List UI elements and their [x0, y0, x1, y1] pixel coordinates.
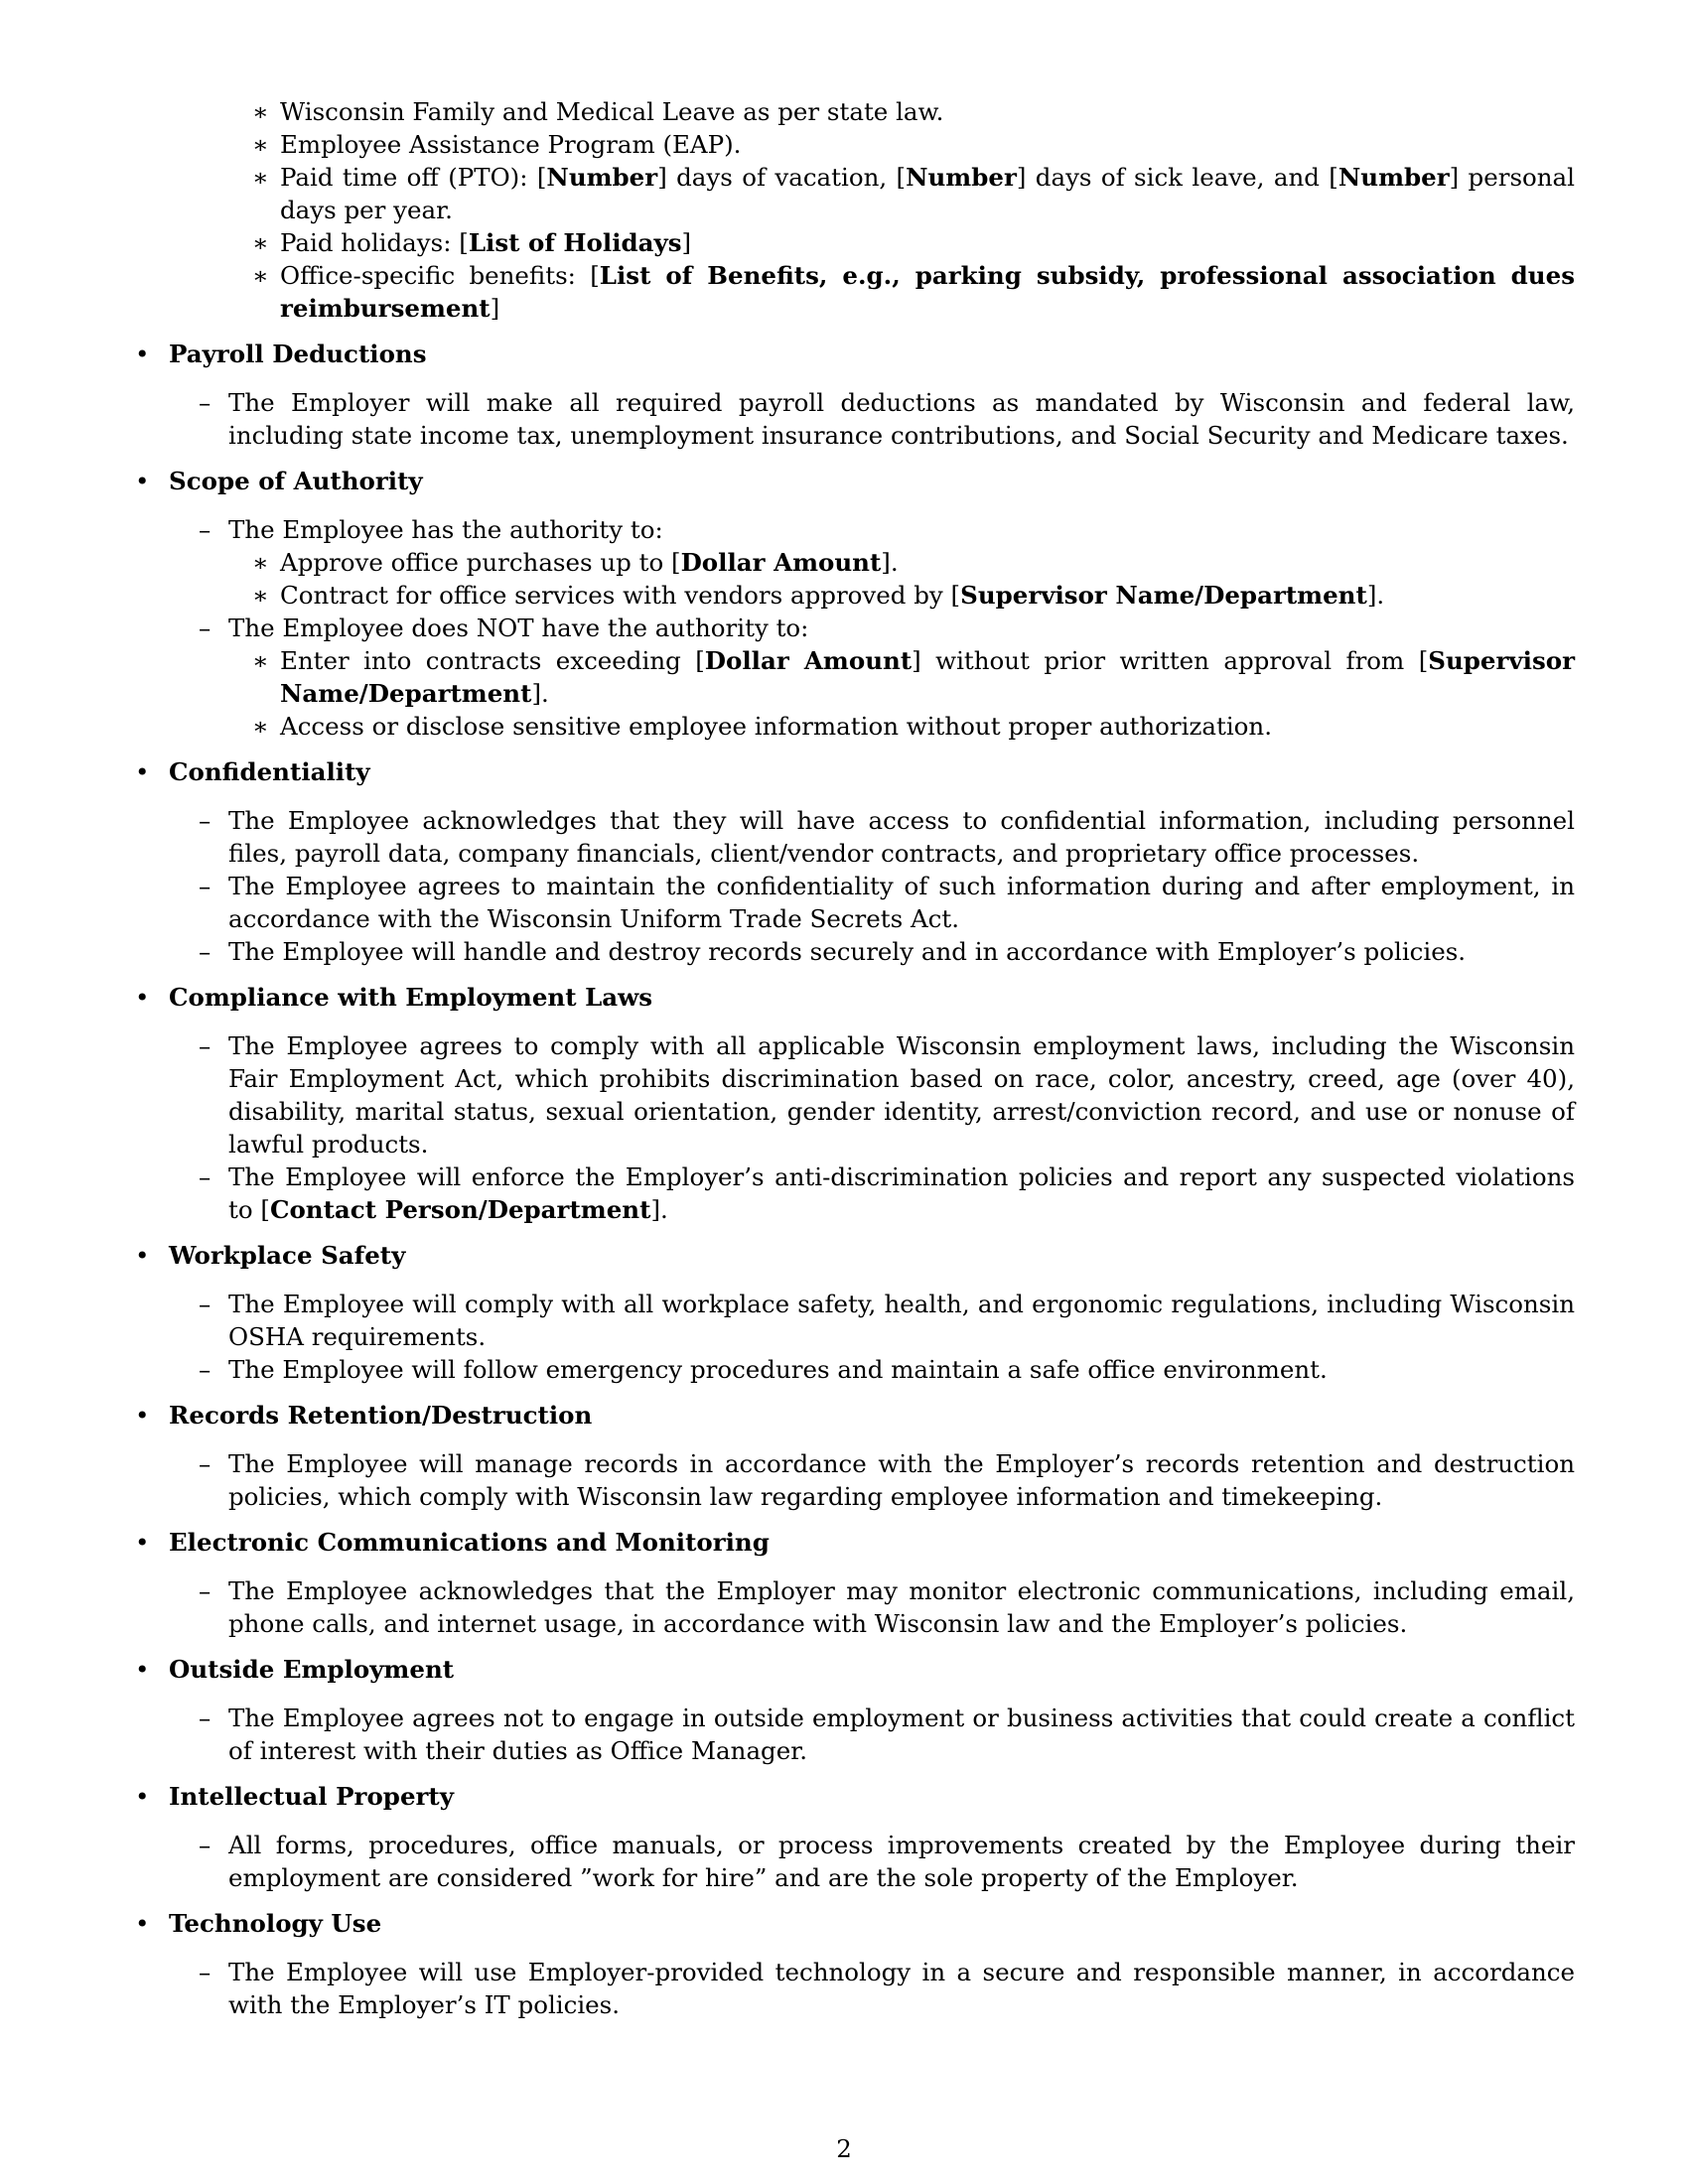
section-confidentiality [135, 755, 1575, 968]
list-item: – The Employee will manage records in accordance with the Employer’s records retention and destruction policies, which comply with Wisconsin law regarding employee information and timekeeping. [199, 1447, 1575, 1513]
list-item: – The Employee has the authority to: ∗ Approve office purchases up to [Dollar Amount]. ∗ Contract for office services with vendors approved by [Supervisor Name/Department]. [199, 513, 1575, 612]
section-heading: • Records Retention/Destruction [169, 1401, 593, 1430]
section-heading: • Compliance with Employment Laws [169, 983, 653, 1012]
list-item: ∗ Enter into contracts exceeding [Dollar Amount] without prior written approval from [Supervisor Name/Department]. [252, 644, 1575, 710]
section-scope-of-authority [135, 465, 1575, 743]
list-item: – The Employee acknowledges that they will have access to confidential information, including personnel files, payroll data, company financials, client/vendor contracts, and proprietary office processes. [199, 804, 1575, 870]
list-item: – The Employee will enforce the Employer’s anti-discrimination policies and report any suspected violations to [Contact Person/Department]. [199, 1160, 1575, 1226]
section-electronic-communications [135, 1526, 1575, 1640]
sections-list [135, 338, 1575, 2021]
list-item: ∗ Paid time off (PTO): [Number] days of vacation, [Number] days of sick leave, and [Number] personal days per year. [252, 161, 1575, 226]
section-heading: • Outside Employment [169, 1655, 455, 1684]
section-records-retention [135, 1399, 1575, 1513]
section-technology-use [135, 1907, 1575, 2021]
list-item: ∗ Employee Assistance Program (EAP). [252, 128, 1575, 161]
list-item: – The Employee will handle and destroy records securely and in accordance with Employer’s policies. [199, 935, 1575, 968]
section-heading: • Scope of Authority [169, 467, 423, 495]
section-heading: • Technology Use [169, 1909, 382, 1938]
section-heading: • Payroll Deductions [169, 340, 427, 368]
page-number: 2 [836, 2134, 852, 2163]
list-item: – The Employee will follow emergency procedures and maintain a safe office environment. [199, 1353, 1575, 1386]
list-item: – The Employee acknowledges that the Employer may monitor electronic communications, including email, phone calls, and internet usage, in accordance with Wisconsin law and the Employer’s policies. [199, 1574, 1575, 1640]
section-heading: • Workplace Safety [169, 1241, 406, 1270]
list-item: ∗ Paid holidays: [List of Holidays] [252, 226, 1575, 259]
document-body [135, 95, 1575, 2021]
section-compliance [135, 981, 1575, 1226]
list-item: – The Employer will make all required payroll deductions as mandated by Wisconsin and federal law, including state income tax, unemployment insurance contributions, and Social Security and Medicare taxes. [199, 386, 1575, 452]
list-item: – The Employee does NOT have the authority to: ∗ Enter into contracts exceeding [Dollar Amount] without prior written approval from [Supervisor Name/Department]. ∗ Access or disclose sensitive employee information without proper authorization. [199, 612, 1575, 743]
section-heading: • Electronic Communications and Monitoring [169, 1528, 770, 1557]
section-workplace-safety [135, 1239, 1575, 1386]
list-item: – All forms, procedures, office manuals, or process improvements created by the Employee during their employment are considered ”work for hire” and are the sole property of the Employer. [199, 1829, 1575, 1894]
list-item: – The Employee agrees to comply with all applicable Wisconsin employment laws, including the Wisconsin Fair Employment Act, which prohibits discrimination based on race, color, ancestry, creed, age (over 40), disability, marital status, sexual orientation, gender identity, arrest/conviction record, and use or nonuse of lawful products. [199, 1029, 1575, 1160]
section-heading: • Intellectual Property [169, 1782, 454, 1811]
list-item: ∗ Office-specific benefits: [List of Benefits, e.g., parking subsidy, professional association dues reimbursement] [252, 259, 1575, 325]
list-item: – The Employee agrees not to engage in outside employment or business activities that could create a conflict of interest with their duties as Office Manager. [199, 1702, 1575, 1767]
list-item: – The Employee will comply with all workplace safety, health, and ergonomic regulations, including Wisconsin OSHA requirements. [199, 1288, 1575, 1353]
list-item: – The Employee will use Employer-provided technology in a secure and responsible manner, in accordance with the Employer’s IT policies. [199, 1956, 1575, 2021]
list-item: ∗ Contract for office services with vendors approved by [Supervisor Name/Department]. [252, 579, 1575, 612]
benefits-sublist [252, 95, 1575, 325]
list-item: ∗ Access or disclose sensitive employee information without proper authorization. [252, 710, 1575, 743]
section-payroll-deductions [135, 338, 1575, 452]
list-item: – The Employee agrees to maintain the confidentiality of such information during and after employment, in accordance with the Wisconsin Uniform Trade Secrets Act. [199, 870, 1575, 935]
list-item: ∗ Wisconsin Family and Medical Leave as per state law. [252, 95, 1575, 128]
section-intellectual-property [135, 1780, 1575, 1894]
section-heading: • Confidentiality [169, 757, 370, 786]
section-outside-employment [135, 1653, 1575, 1767]
list-item: ∗ Approve office purchases up to [Dollar Amount]. [252, 546, 1575, 579]
